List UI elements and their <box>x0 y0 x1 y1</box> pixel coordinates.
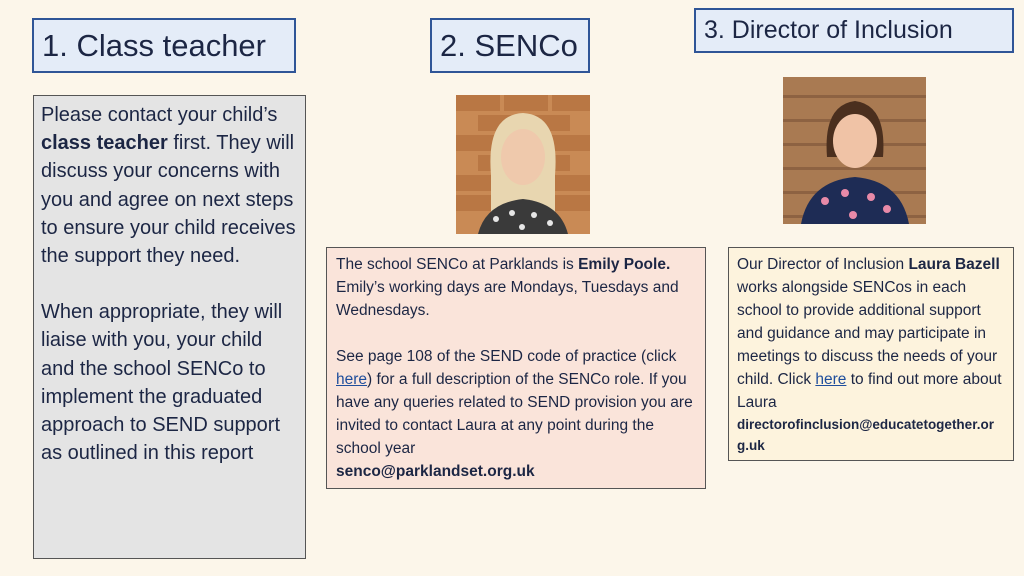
senco-intro-prefix: The school SENCo at Parklands is <box>336 256 574 273</box>
class-teacher-paragraph-1 <box>41 101 298 270</box>
senco-reference <box>336 345 696 460</box>
director-intro <box>737 253 1005 414</box>
director-name: Laura Bazell <box>908 256 1000 273</box>
class-teacher-text-prefix: Please contact your child’s <box>41 104 278 126</box>
class-teacher-panel <box>33 95 306 559</box>
director-email: directorofinclusion@educatetogether.org.uk <box>737 417 994 453</box>
director-heading: 3. Director of Inclusion <box>694 8 1014 53</box>
senco-reference-prefix: See page 108 of the SEND code of practice (click <box>336 348 677 365</box>
class-teacher-paragraph-2: When appropriate, they will liaise with you, your child and the school SENCo to implement the graduated approach to SEND support as outlined in this report <box>41 301 283 465</box>
senco-code-of-practice-link[interactable]: here <box>336 371 368 388</box>
senco-panel <box>326 247 706 489</box>
director-panel <box>728 247 1014 461</box>
senco-reference-suffix: ) for a full description of the SENCo role. If you have any queries related to SEND provision you are invited to contact Laura at any point during the school year <box>336 371 693 457</box>
director-info-link[interactable]: here <box>815 371 847 388</box>
senco-photo <box>456 95 590 234</box>
senco-intro <box>336 253 696 322</box>
senco-heading: 2. SENCo <box>430 18 590 73</box>
class-teacher-emphasis: class teacher <box>41 132 168 155</box>
director-link-suffix: to find out more about Laura <box>737 371 1002 411</box>
senco-intro-suffix: Emily’s working days are Mondays, Tuesdays and Wednesdays. <box>336 279 679 319</box>
director-intro-prefix: Our Director of Inclusion <box>737 256 905 273</box>
class-teacher-heading: 1. Class teacher <box>32 18 296 73</box>
senco-email: senco@parklandset.org.uk <box>336 463 535 480</box>
senco-name: Emily Poole. <box>578 256 671 273</box>
director-photo <box>783 77 926 224</box>
director-intro-suffix: works alongside SENCos in each school to provide additional support and guidance and may participate in meetings to discuss the needs of your child. Click <box>737 279 998 388</box>
class-teacher-text-suffix: first. They will discuss your concerns with you and agree on next steps to ensure your child receives the support they need. <box>41 132 296 268</box>
